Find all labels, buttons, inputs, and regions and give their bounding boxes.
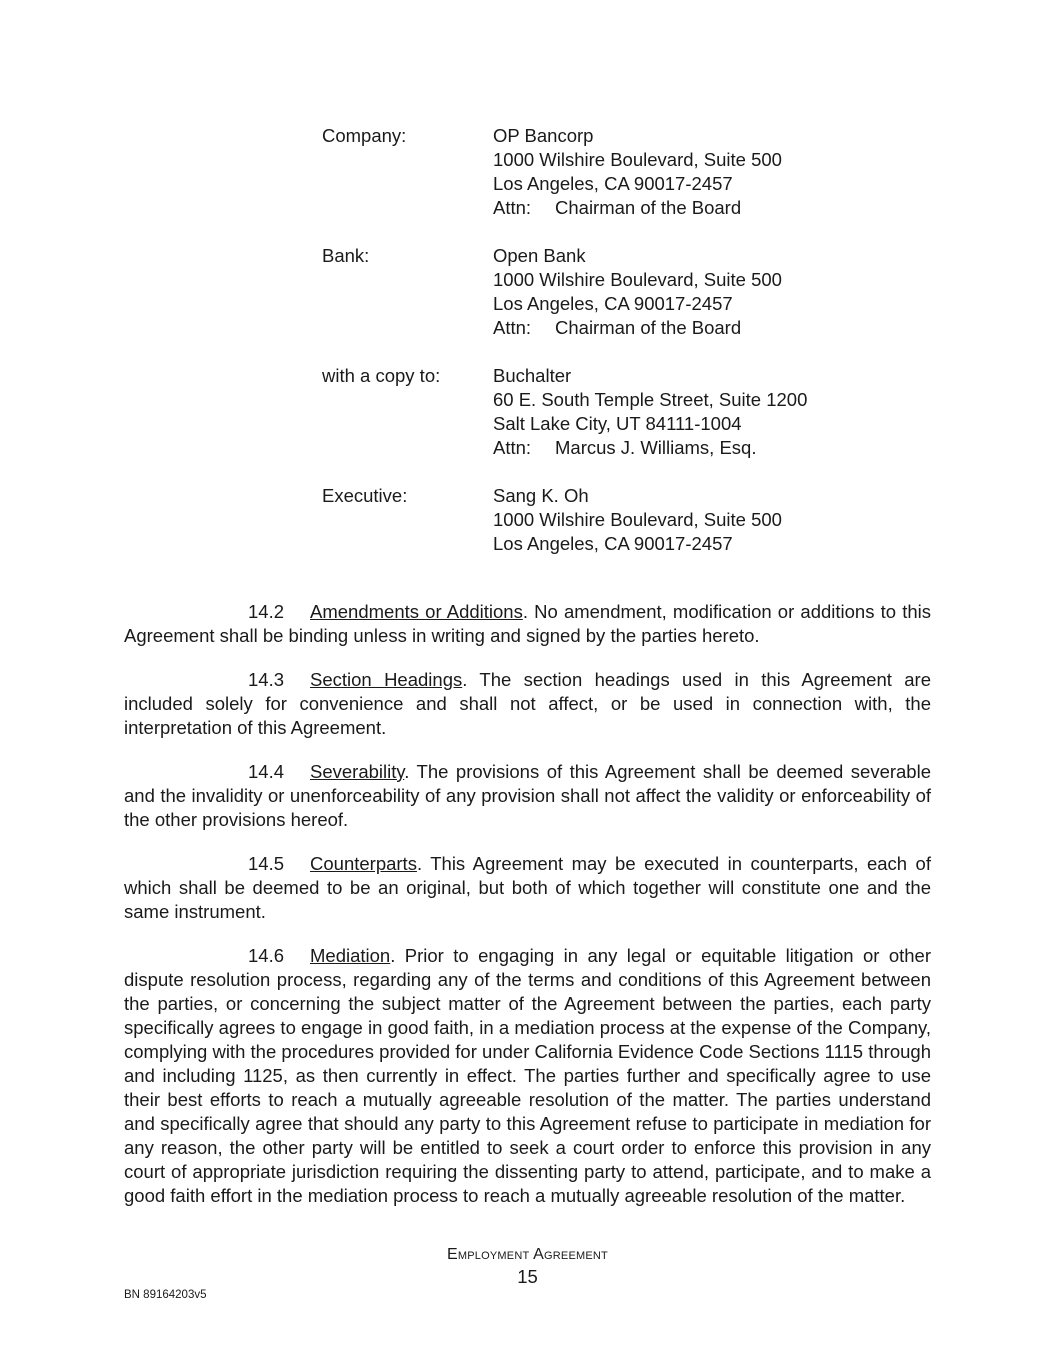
party-city-line: Los Angeles, CA 90017-2457 xyxy=(493,533,733,554)
party-label: Bank: xyxy=(322,245,370,266)
notice-party-company xyxy=(322,124,882,220)
section-number: 14.5 xyxy=(248,853,285,874)
attn-recipient: Marcus J. Williams, Esq. xyxy=(555,437,757,458)
section-heading: Section Headings xyxy=(310,669,463,690)
section-text: . The provisions of this Agreement shall be deemed severable and the invalidity or unenforceability of any provision shall not affect the validity or enforceability of the other provisions hereof. xyxy=(124,761,931,830)
party-attn-line xyxy=(493,316,882,340)
document-id: BN 89164203v5 xyxy=(124,1289,207,1301)
section-14-4 xyxy=(124,760,931,832)
section-14-6 xyxy=(124,944,931,1208)
party-name: Buchalter xyxy=(493,365,572,386)
notice-party-executive xyxy=(322,484,882,556)
party-city-line: Los Angeles, CA 90017-2457 xyxy=(493,173,733,194)
party-attn-line xyxy=(493,196,882,220)
attn-label: Attn: xyxy=(493,437,532,458)
party-attn-line xyxy=(493,436,882,460)
section-heading: Counterparts xyxy=(310,853,417,874)
party-address-line: 1000 Wilshire Boulevard, Suite 500 xyxy=(493,149,782,170)
section-text: . This Agreement may be executed in counterparts, each of which shall be deemed to be an original, but both of which together will constitute one and the same instrument. xyxy=(124,853,931,922)
party-label: Executive: xyxy=(322,485,408,506)
party-address-line: 60 E. South Temple Street, Suite 1200 xyxy=(493,389,808,410)
attn-recipient: Chairman of the Board xyxy=(555,317,742,338)
section-text: . The section headings used in this Agreement are included solely for convenience and shall not affect, or be used in connection with, the interpretation of this Agreement. xyxy=(124,669,931,738)
notice-party-copy-to xyxy=(322,364,882,460)
section-number: 14.3 xyxy=(248,669,285,690)
section-heading: Amendments or Additions xyxy=(310,601,523,622)
section-14-2 xyxy=(124,600,931,648)
party-name: OP Bancorp xyxy=(493,125,594,146)
section-number: 14.6 xyxy=(248,945,285,966)
attn-label: Attn: xyxy=(493,197,532,218)
section-text: . Prior to engaging in any legal or equitable litigation or other dispute resolution process, regarding any of the terms and conditions of this Agreement between the parties, or concerning the subject matter of the Agreement between the parties, each party specifically agrees to engage in good faith, in a mediation process at the expense of the Company, complying with the procedures provided for under California Evidence Code Sections 1115 through and including 1125, as then currently in effect. The parties further and specifically agree to use their best efforts to reach a mutually agreeable resolution of the matter. The parties understand and specifically agree that should any party to this Agreement refuse to participate in mediation for any reason, the other party will be entitled to seek a court order to enforce this provision in any court of appropriate jurisdiction requiring the dissenting party to attend, participate, and to make a good faith effort in the mediation process to reach a mutually agreeable resolution of the matter. xyxy=(124,945,931,1206)
party-address-line: 1000 Wilshire Boulevard, Suite 500 xyxy=(493,269,782,290)
notice-party-bank xyxy=(322,244,882,340)
party-city-line: Salt Lake City, UT 84111-1004 xyxy=(493,413,742,434)
attn-recipient: Chairman of the Board xyxy=(555,197,742,218)
section-number: 14.2 xyxy=(248,601,285,622)
section-number: 14.4 xyxy=(248,761,285,782)
agreement-sections xyxy=(124,600,931,1228)
party-label: with a copy to: xyxy=(322,365,441,386)
section-heading: Severability xyxy=(310,761,405,782)
party-name: Open Bank xyxy=(493,245,586,266)
section-14-3 xyxy=(124,668,931,740)
section-text: . No amendment, modification or additions to this Agreement shall be binding unless in writing and signed by the parties hereto. xyxy=(124,601,931,646)
footer-title: Employment Agreement xyxy=(447,1246,608,1263)
party-name: Sang K. Oh xyxy=(493,485,589,506)
section-14-5 xyxy=(124,852,931,924)
party-city-line: Los Angeles, CA 90017-2457 xyxy=(493,293,733,314)
page-number: 15 xyxy=(517,1266,538,1287)
section-heading: Mediation xyxy=(310,945,391,966)
attn-label: Attn: xyxy=(493,317,532,338)
notice-address-block xyxy=(322,124,882,580)
party-label: Company: xyxy=(322,125,407,146)
party-address-line: 1000 Wilshire Boulevard, Suite 500 xyxy=(493,509,782,530)
